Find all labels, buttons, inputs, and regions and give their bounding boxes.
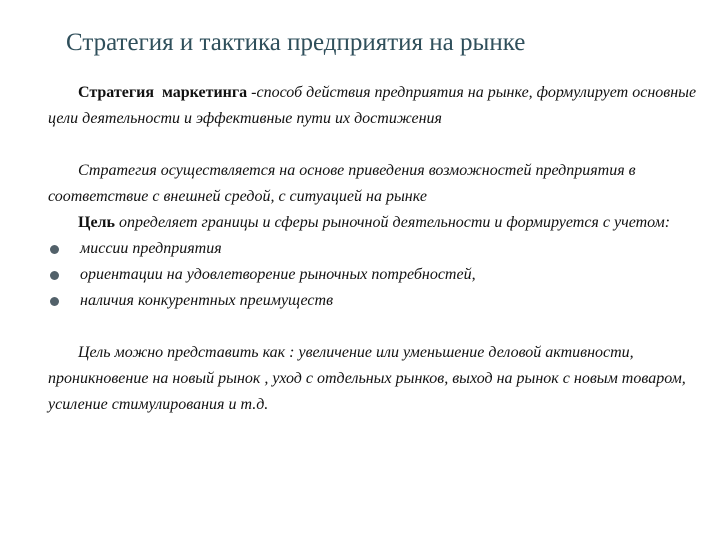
list-item [48,262,708,288]
slide-title: Стратегия и тактика предприятия на рынке [66,29,526,56]
goal-term: Цель [78,214,115,231]
strategy-definition-text: -способ действия предприятия на рынке, формулирует основные цели деятельности и эффективные пути их достижения [48,84,697,127]
bullet-icon [50,245,59,254]
list-item [48,288,708,314]
list-item-text: наличия конкурентных преимуществ [80,292,334,309]
strategy-definition-paragraph [48,80,708,132]
list-item-text: миссии предприятия [80,240,222,257]
spacer [48,314,708,340]
strategy-basis-paragraph: Стратегия осуществляется на основе приведения возможностей предприятия в соответствие с внешней средой, с ситуацией на рынке [48,162,636,205]
spacer [48,132,708,158]
goal-factors-list [48,236,708,314]
list-item-text: ориентации на удовлетворение рыночных потребностей, [80,266,476,283]
goal-definition-text: определяет границы и сферы рыночной деятельности и формируется с учетом: [114,214,671,231]
strategy-term: Стратегия маркетинга [78,84,248,101]
goal-paragraph [48,210,708,236]
bullet-icon [50,297,59,306]
bullet-icon [50,271,59,280]
list-item [48,236,708,262]
goal-examples-paragraph: Цель можно представить как : увеличение или уменьшение деловой активности, проникновение на новый рынок , уход с отдельных рынков, выход на рынок с новым товаром, усиление стимулирования и т.д. [48,344,686,413]
slide-body [48,80,708,418]
